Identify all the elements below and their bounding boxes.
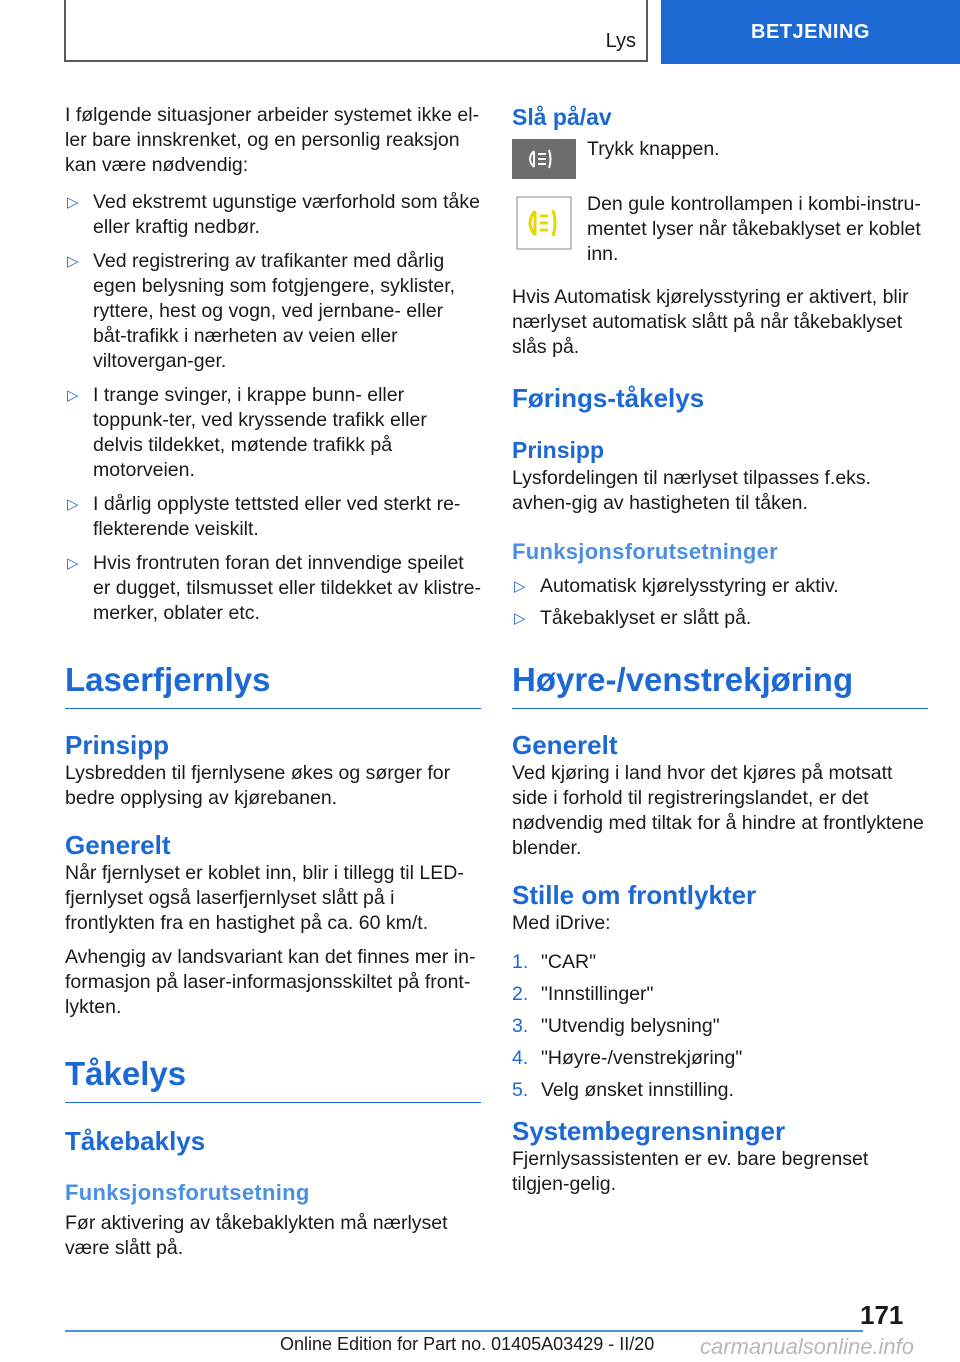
watermark-text: carmanualsonline.info [700,1334,915,1359]
list-item: ▷ Automatisk kjørelysstyring er aktiv. [514,575,839,597]
funksjon-text: Før aktivering av tåkebaklykten må nærlyset være slått på. [65,1212,448,1259]
generelt-text-right: Ved kjøring i land hvor det kjøres på motsatt side i forhold til registreringslandet, er det nødvendig med tiltak for å hindre at frontlyktene blender. [512,762,924,859]
system-text: Fjernlysassistenten er ev. bare begrenset tilgjen-gelig. [512,1148,869,1195]
heading-funksjonsforutsetninger: Funksjonsforutsetninger [512,539,779,564]
section-heading-laserfjernlys: Laserfjernlys [65,660,481,709]
list-item: 4. "Høyre-/venstrekjøring" [512,1047,743,1069]
list-item: ▷ I trange svinger, i krappe bunn- eller toppunk-ter, ved kryssende trafikk eller delvis tildekket, møtende trafikk på motorveien. [67,384,427,481]
rear-fog-light-indicator-icon [512,196,576,250]
heading-stille-om-frontlykter: Stille om frontlykter [512,880,757,910]
steps-list [512,950,928,1103]
list-item: ▷ Ved ekstremt ugunstige værforhold som tåke eller kraftig nedbør. [67,191,480,238]
generelt-text-2: Avhengig av landsvariant kan det finnes mer in-formasjon på laser-informasjonsskiltet på front-lykten. [65,946,476,1018]
list-item: 5. Velg ønsket innstilling. [512,1079,734,1101]
intro-text: I følgende situasjoner arbeider systemet ikke el-ler bare innskrenket, og en personlig reaksjon kan være nødvendig: [65,104,480,176]
prerequisites-list [512,574,928,631]
heading-systembegrensninger: Systembegrensninger [512,1116,786,1146]
list-item: 2. "Innstillinger" [512,983,654,1005]
triangle-bullet-icon: ▷ [67,194,79,211]
triangle-bullet-icon: ▷ [67,387,79,404]
list-item: ▷ Ved registrering av trafikanter med dårlig egen belysning som fotgjengere, syklister, ryttere, hest og vogn, ved jernbane- eller båt-trafikk i nærheten av veien eller viltovergan-ger. [67,250,456,372]
section-heading-takelys: Tåkelys [65,1054,481,1103]
heading-generelt-right: Generelt [512,730,618,760]
button-instruction-row [512,139,928,179]
prinsipp-text-right: Lysfordelingen til nærlyset tilpasses f.eks. avhen-gig av hastigheten til tåken. [512,467,872,514]
left-column [65,100,481,1261]
limitations-list [65,190,481,626]
indicator-instruction-row [512,193,928,267]
triangle-bullet-icon: ▷ [514,610,526,627]
header-chapter-tab: BETJENING [661,0,960,64]
list-item: ▷ I dårlig opplyste tettsted eller ved sterkt re-flekterende veiskilt. [67,493,461,540]
edition-text: Online Edition for Part no. 01405A03429 - II/20 [280,1334,655,1354]
heading-sla-pa-av: Slå på/av [512,104,612,130]
prinsipp-text: Lysbredden til fjernlysene økes og sørger for bedre opplysing av kjørebanen. [65,762,451,809]
triangle-bullet-icon: ▷ [67,555,79,572]
list-item: ▷ Hvis frontruten foran det innvendige speilet er dugget, tilsmusset eller tildekket av klistre-merker, oblater etc. [67,552,481,624]
auto-text: Hvis Automatisk kjørelysstyring er aktivert, blir nærlyset automatisk slått på når tåkebaklyset slås på. [512,286,909,358]
triangle-bullet-icon: ▷ [514,578,526,595]
lampe-text: Den gule kontrollampen i kombi-instru-mentet lyser når tåkebaklyset er koblet inn. [587,193,921,265]
header-section-title: Lys [605,30,636,52]
right-column [512,100,928,1197]
section-heading-hoyre-venstrekjoring: Høyre-/venstrekjøring [512,660,928,709]
list-item: ▷ Tåkebaklyset er slått på. [514,607,752,629]
page-number: 171 [860,1300,904,1330]
triangle-bullet-icon: ▷ [67,496,79,513]
triangle-bullet-icon: ▷ [67,253,79,270]
trykk-text: Trykk knappen. [587,138,720,160]
rear-fog-light-button-icon [512,139,576,179]
idrive-text: Med iDrive: [512,912,611,934]
list-item: 1. "CAR" [512,951,597,973]
heading-takebaklys: Tåkebaklys [65,1126,206,1156]
generelt-text-1: Når fjernlyset er koblet inn, blir i tillegg til LED-fjernlyset også laserfjernlyset slått på i frontlykten fra en hastighet på ca. 60 km/t. [65,862,464,934]
heading-funksjonsforutsetning: Funksjonsforutsetning [65,1180,310,1205]
heading-forings-takelys: Førings-tåkelys [512,383,705,413]
heading-generelt: Generelt [65,830,171,860]
heading-prinsipp-right: Prinsipp [512,437,605,463]
heading-prinsipp: Prinsipp [65,730,170,760]
list-item: 3. "Utvendig belysning" [512,1015,720,1037]
footer-divider [65,1330,863,1332]
